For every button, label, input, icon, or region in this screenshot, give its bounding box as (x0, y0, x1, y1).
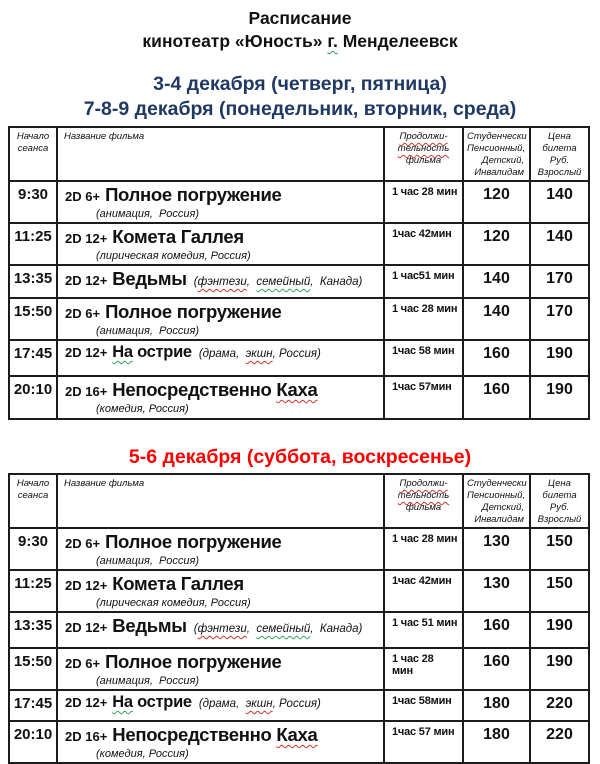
date-heading-line: 5-6 декабря (суббота, воскресенье) (128, 446, 472, 468)
schedule-row (9, 528, 589, 570)
film-duration: 1 час 51 мин (384, 612, 463, 648)
film-genre: (анимация, Россия) (96, 325, 200, 337)
age-rating: 2D 16+ (65, 384, 108, 399)
film-title: Непосредственно Каха (112, 379, 318, 400)
session-time: 13:35 (9, 612, 57, 648)
price-discount: 140 (463, 265, 530, 298)
price-adult: 170 (530, 265, 589, 298)
film-cell (57, 612, 384, 648)
schedule-row (9, 648, 589, 690)
age-rating: 2D 6+ (65, 656, 101, 671)
session-time: 13:35 (9, 265, 57, 298)
schedule-row (9, 690, 589, 721)
film-genre: (комедия, Россия) (96, 748, 189, 760)
film-cell (57, 223, 384, 265)
film-cell (57, 298, 384, 340)
session-time: 20:10 (9, 376, 57, 419)
film-cell (57, 528, 384, 570)
cinema-name: кинотеатр «Юность» (142, 31, 323, 51)
film-cell (57, 721, 384, 763)
film-genre: (фэнтези, семейный, Канада) (193, 276, 363, 288)
film-duration: 1 час 28 мин (384, 528, 463, 570)
film-genre: (анимация, Россия) (96, 675, 200, 687)
city-abbrev: г. (327, 31, 338, 51)
price-discount: 160 (463, 648, 530, 690)
doc-title (0, 0, 600, 53)
film-genre: (фэнтези, семейный, Канада) (193, 623, 363, 635)
film-duration: 1час 42мин (384, 223, 463, 265)
price-discount: 160 (463, 612, 530, 648)
age-rating: 2D 12+ (65, 620, 108, 635)
col-header-discount-price: Студенчески Пенсионный, Детский, Инвалидам (463, 127, 530, 181)
schedule-table-weekdays (8, 126, 590, 420)
film-title: На острие (112, 343, 192, 361)
price-discount: 160 (463, 376, 530, 419)
film-duration: 1час 57 мин (384, 721, 463, 763)
price-adult: 220 (530, 690, 589, 721)
session-time: 17:45 (9, 340, 57, 376)
session-time: 11:25 (9, 570, 57, 612)
col-header-start-time: Начало сеанса (9, 127, 57, 181)
film-duration: 1час 57мин (384, 376, 463, 419)
schedule-row (9, 721, 589, 763)
session-time: 9:30 (9, 528, 57, 570)
schedule-row (9, 265, 589, 298)
age-rating: 2D 12+ (65, 231, 108, 246)
date-heading-weekend (0, 445, 600, 470)
price-discount: 130 (463, 570, 530, 612)
film-duration: 1 час 28 мин (384, 181, 463, 223)
age-rating: 2D 12+ (65, 273, 108, 288)
header-row (9, 127, 589, 181)
schedule-row (9, 181, 589, 223)
price-adult: 170 (530, 298, 589, 340)
film-cell (57, 570, 384, 612)
film-title: Полное погружение (105, 531, 282, 552)
city-name: Менделеевск (342, 31, 458, 51)
session-time: 17:45 (9, 690, 57, 721)
age-rating: 2D 6+ (65, 306, 101, 321)
price-discount: 180 (463, 721, 530, 763)
schedule-row (9, 570, 589, 612)
session-time: 15:50 (9, 648, 57, 690)
age-rating: 2D 12+ (65, 578, 108, 593)
film-title: Полное погружение (105, 651, 282, 672)
col-header-adult-price: Цена билета Руб. Взрослый (530, 474, 589, 528)
schedule-row (9, 376, 589, 419)
age-rating: 2D 16+ (65, 729, 108, 744)
price-adult: 150 (530, 570, 589, 612)
price-discount: 140 (463, 298, 530, 340)
film-title: Ведьмы (112, 268, 187, 289)
session-time: 11:25 (9, 223, 57, 265)
date-heading-line: 7-8-9 декабря (понедельник, вторник, среда) (83, 98, 517, 120)
film-genre: (лирическая комедия, Россия) (96, 597, 251, 609)
film-title: На острие (112, 693, 192, 711)
film-title: Полное погружение (105, 301, 282, 322)
price-discount: 130 (463, 528, 530, 570)
price-adult: 220 (530, 721, 589, 763)
schedule-row (9, 223, 589, 265)
film-cell (57, 376, 384, 419)
film-title: Ведьмы (112, 615, 187, 636)
film-duration: 1 час 28 мин (384, 648, 463, 690)
price-adult: 190 (530, 612, 589, 648)
film-genre: (комедия, Россия) (96, 403, 189, 415)
film-title: Непосредственно Каха (112, 724, 318, 745)
session-time: 15:50 (9, 298, 57, 340)
price-adult: 190 (530, 340, 589, 376)
film-genre: (драма, экшн, Россия) (198, 698, 321, 710)
price-discount: 160 (463, 340, 530, 376)
film-genre: (анимация, Россия) (96, 208, 200, 220)
session-time: 20:10 (9, 721, 57, 763)
film-cell (57, 340, 384, 376)
age-rating: 2D 12+ (65, 695, 108, 710)
schedule-row (9, 340, 589, 376)
price-adult: 140 (530, 223, 589, 265)
age-rating: 2D 12+ (65, 345, 108, 360)
schedule-row (9, 298, 589, 340)
film-duration: 1 час 28 мин (384, 298, 463, 340)
film-cell (57, 648, 384, 690)
col-header-start-time: Начало сеанса (9, 474, 57, 528)
film-title: Комета Галлея (112, 226, 244, 247)
film-duration: 1час 42мин (384, 570, 463, 612)
price-discount: 120 (463, 181, 530, 223)
film-duration: 1час 58мин (384, 690, 463, 721)
price-adult: 190 (530, 376, 589, 419)
film-genre: (драма, экшн, Россия) (198, 348, 321, 360)
age-rating: 2D 6+ (65, 536, 101, 551)
date-heading-line: 3-4 декабря (четверг, пятница) (153, 73, 447, 95)
schedule-table-weekend (8, 473, 590, 764)
film-genre: (лирическая комедия, Россия) (96, 250, 251, 262)
price-discount: 180 (463, 690, 530, 721)
col-header-adult-price: Цена билета Руб. Взрослый (530, 127, 589, 181)
age-rating: 2D 6+ (65, 189, 101, 204)
film-cell (57, 181, 384, 223)
price-discount: 120 (463, 223, 530, 265)
film-title: Комета Галлея (112, 573, 244, 594)
price-adult: 150 (530, 528, 589, 570)
film-duration: 1 час51 мин (384, 265, 463, 298)
date-heading-weekdays (0, 72, 600, 122)
col-header-duration: Продолжи- тельность фильма (384, 474, 463, 528)
col-header-film-name: Название фильма (57, 474, 384, 528)
schedule-row (9, 612, 589, 648)
col-header-discount-price: Студенчески Пенсионный, Детский, Инвалидам (463, 474, 530, 528)
col-header-duration: Продолжи- тельность фильма (384, 127, 463, 181)
doc-title-line2 (0, 30, 600, 53)
doc-title-line1: Расписание (248, 8, 352, 28)
header-row (9, 474, 589, 528)
film-cell (57, 690, 384, 721)
price-adult: 190 (530, 648, 589, 690)
film-genre: (анимация, Россия) (96, 555, 200, 567)
col-header-film-name: Название фильма (57, 127, 384, 181)
film-title: Полное погружение (105, 184, 282, 205)
film-cell (57, 265, 384, 298)
film-duration: 1час 58 мин (384, 340, 463, 376)
price-adult: 140 (530, 181, 589, 223)
session-time: 9:30 (9, 181, 57, 223)
